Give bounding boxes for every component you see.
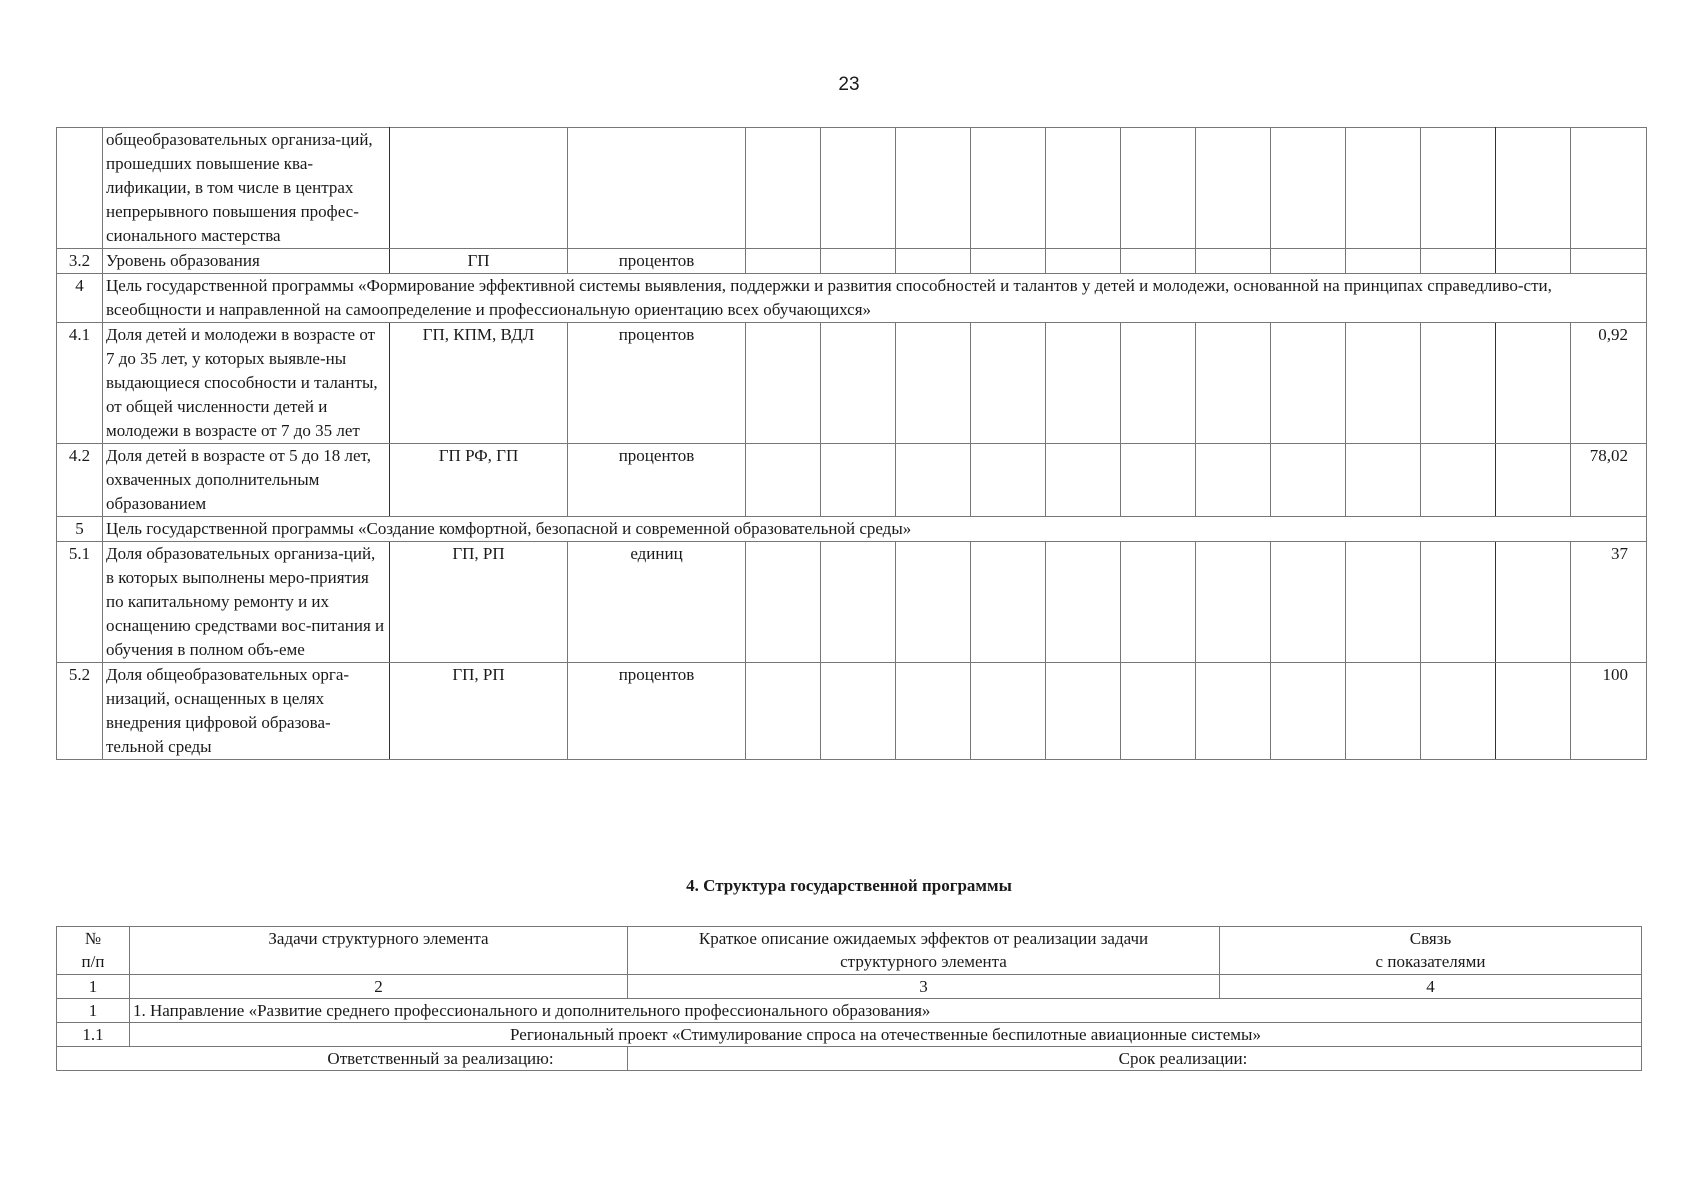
value-cell [1121,128,1196,249]
value-cell [1121,323,1196,444]
goal-num: 5 [57,517,103,542]
indicator-final-value [1571,128,1647,249]
value-cell [821,444,896,517]
indicator-num [57,128,103,249]
responsible-row [57,1047,1642,1071]
value-cell [971,444,1046,517]
indicator-unit: процентов [568,663,746,760]
value-cell [746,128,821,249]
goal-text: Цель государственной программы «Формирование эффективной системы выявления, поддержки и развития способностей и талантов у детей и молодежи, основанной на принципах справедливо-сти, всеобщности и направленной на самоопределение и профессиональную ориентацию всех обучающихся» [103,274,1647,323]
indicator-name: общеобразовательных организа-ций, прошедших повышение ква-лификации, в том числе в центрах непрерывного повышения профес-сионального мастерства [103,128,390,249]
indicator-unit: процентов [568,444,746,517]
section-title: 4. Структура государственной программы [686,876,1012,895]
indicator-unit [568,128,746,249]
value-cell [1196,542,1271,663]
direction-row [57,999,1642,1023]
header-num: № п/п [57,927,130,975]
col-number: 1 [57,975,130,999]
indicator-row [57,444,1647,517]
deadline-label: Срок реализации: [628,1047,1642,1071]
value-cell [1496,663,1571,760]
value-cell [1421,128,1496,249]
indicator-level: ГП РФ, ГП [390,444,568,517]
value-cell [1421,663,1496,760]
indicator-row [57,663,1647,760]
value-cell [1346,128,1421,249]
value-cell [821,663,896,760]
value-cell [971,323,1046,444]
value-cell [896,444,971,517]
col-number: 2 [130,975,628,999]
value-cell [1121,663,1196,760]
indicator-final-value [1571,249,1647,274]
value-cell [1121,444,1196,517]
value-cell [1271,542,1346,663]
indicator-level: ГП, РП [390,542,568,663]
indicator-final-value: 100 [1571,663,1647,760]
value-cell [1196,323,1271,444]
indicator-row [57,323,1647,444]
value-cell [1046,444,1121,517]
value-cell [1046,542,1121,663]
value-cell [1046,323,1121,444]
value-cell [971,249,1046,274]
goal-row [57,517,1647,542]
indicator-level: ГП [390,249,568,274]
direction-num: 1 [57,999,130,1023]
value-cell [1196,128,1271,249]
value-cell [1271,249,1346,274]
value-cell [896,663,971,760]
value-cell [1496,444,1571,517]
value-cell [896,249,971,274]
value-cell [1346,444,1421,517]
project-text: Региональный проект «Стимулирование спроса на отечественные беспилотные авиационные системы» [130,1023,1642,1047]
col-number: 4 [1220,975,1642,999]
indicator-row [57,542,1647,663]
header-link: Связь с показателями [1220,927,1642,975]
value-cell [896,542,971,663]
value-cell [821,542,896,663]
value-cell [1271,663,1346,760]
header-tasks: Задачи структурного элемента [130,927,628,975]
col-number: 3 [628,975,1220,999]
indicator-level: ГП, РП [390,663,568,760]
indicator-num: 5.1 [57,542,103,663]
value-cell [1421,323,1496,444]
value-cell [971,128,1046,249]
value-cell [746,542,821,663]
structure-header-row [57,927,1642,975]
structure-table [56,926,1642,1071]
indicator-num: 3.2 [57,249,103,274]
value-cell [1346,323,1421,444]
indicator-name: Доля общеобразовательных орга-низаций, оснащенных в целях внедрения цифровой образова-тельной среды [103,663,390,760]
header-effects: Краткое описание ожидаемых эффектов от реализации задачи структурного элемента [628,927,1220,975]
project-row [57,1023,1642,1047]
value-cell [1121,542,1196,663]
indicator-name: Доля детей и молодежи в возрасте от 7 до 35 лет, у которых выявле-ны выдающиеся способности и таланты, от общей численности детей и молодежи в возрасте от 7 до 35 лет [103,323,390,444]
indicators-table [56,127,1647,760]
indicator-num: 4.1 [57,323,103,444]
value-cell [1496,128,1571,249]
indicator-level [390,128,568,249]
value-cell [1496,542,1571,663]
value-cell [1421,444,1496,517]
value-cell [1046,249,1121,274]
value-cell [896,128,971,249]
value-cell [746,249,821,274]
page-number: 23 [838,74,860,95]
responsible-label: Ответственный за реализацию: [57,1047,628,1071]
value-cell [746,444,821,517]
indicator-final-value: 0,92 [1571,323,1647,444]
indicator-final-value: 78,02 [1571,444,1647,517]
indicator-row [57,128,1647,249]
value-cell [1271,444,1346,517]
value-cell [1271,323,1346,444]
project-num: 1.1 [57,1023,130,1047]
indicator-level: ГП, КПМ, ВДЛ [390,323,568,444]
indicator-num: 4.2 [57,444,103,517]
indicator-num: 5.2 [57,663,103,760]
value-cell [1421,542,1496,663]
indicator-unit: единиц [568,542,746,663]
indicator-name: Уровень образования [103,249,390,274]
value-cell [1496,249,1571,274]
goal-row [57,274,1647,323]
value-cell [821,249,896,274]
value-cell [1196,444,1271,517]
value-cell [1046,128,1121,249]
column-numbers-row [57,975,1642,999]
value-cell [821,323,896,444]
goal-num: 4 [57,274,103,323]
goal-text: Цель государственной программы «Создание комфортной, безопасной и современной образовательной среды» [103,517,1647,542]
value-cell [1421,249,1496,274]
indicator-name: Доля детей в возрасте от 5 до 18 лет, охваченных дополнительным образованием [103,444,390,517]
value-cell [821,128,896,249]
value-cell [1121,249,1196,274]
indicator-final-value: 37 [1571,542,1647,663]
indicator-unit: процентов [568,249,746,274]
value-cell [746,663,821,760]
value-cell [971,663,1046,760]
value-cell [971,542,1046,663]
indicator-unit: процентов [568,323,746,444]
direction-text: 1. Направление «Развитие среднего профессионального и дополнительного профессионального образования» [130,999,1642,1023]
value-cell [746,323,821,444]
value-cell [1271,128,1346,249]
value-cell [1346,249,1421,274]
indicator-row [57,249,1647,274]
value-cell [1196,663,1271,760]
value-cell [1346,542,1421,663]
value-cell [896,323,971,444]
value-cell [1346,663,1421,760]
value-cell [1196,249,1271,274]
value-cell [1496,323,1571,444]
indicator-name: Доля образовательных организа-ций, в которых выполнены меро-приятия по капитальному ремонту и их оснащению средствами вос-питания и обучения в полном объ-еме [103,542,390,663]
value-cell [1046,663,1121,760]
